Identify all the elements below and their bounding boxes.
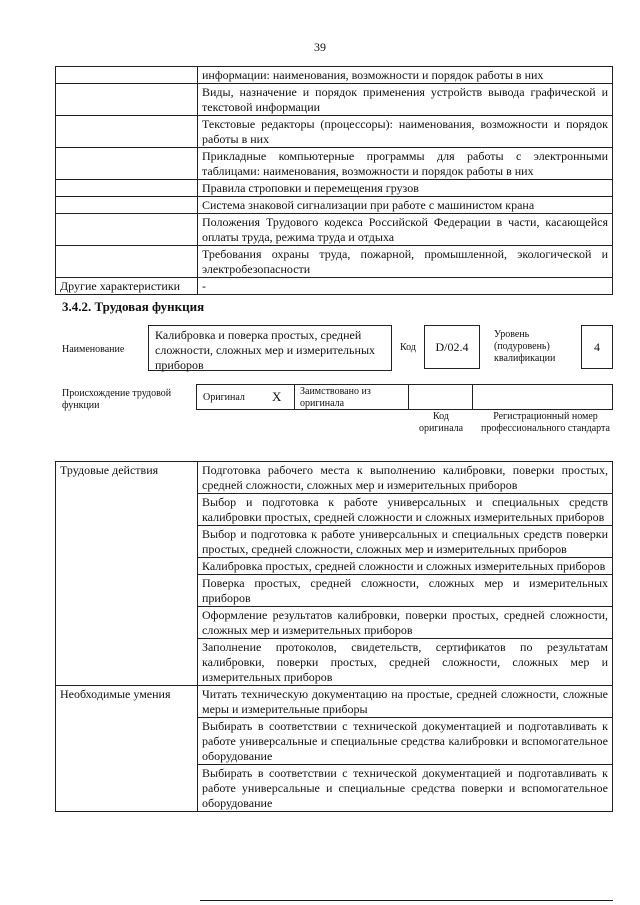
- code-label: Код: [400, 342, 416, 353]
- table-row: [56, 116, 613, 148]
- table-row: [56, 148, 613, 180]
- row-label: [56, 246, 198, 278]
- group-item: Подготовка рабочего места к выполнению калибровки, поверки простых, средней сложности, сложных мер и измерительных приборов: [198, 462, 613, 494]
- table-row: [56, 214, 613, 246]
- group-item: Выбирать в соответствии с технической документацией и подготавливать к работе универсальные и специальные средства поверки и вспомогательное оборудование: [198, 765, 613, 812]
- table-row: [56, 67, 613, 84]
- code-box: [424, 325, 480, 369]
- original-label: Оригинал: [203, 392, 245, 403]
- group-label: Трудовые действия: [56, 462, 198, 686]
- row-label: [56, 197, 198, 214]
- origin-divider-3: [472, 384, 473, 410]
- row-text: Требования охраны труда, пожарной, промышленной, экологической и электробезопасности: [198, 246, 613, 278]
- section-title: 3.4.2. Трудовая функция: [62, 299, 205, 314]
- row-label: [56, 84, 198, 116]
- level-box: [581, 325, 613, 369]
- group-item: Выбор и подготовка к работе универсальных и специальных средств калибровки простых, средней сложности и сложных измерительных приборов: [198, 494, 613, 526]
- table-row: [56, 246, 613, 278]
- row-text: Виды, назначение и порядок применения устройств вывода графической и текстовой информации: [198, 84, 613, 116]
- row-text: Правила строповки и перемещения грузов: [198, 180, 613, 197]
- table-row: [56, 686, 613, 718]
- origin-divider-2: [408, 384, 409, 410]
- table-row: [56, 84, 613, 116]
- knowledge-table: [55, 66, 613, 295]
- reg-number-caption: Регистрационный номер профессионального стандарта: [481, 411, 610, 434]
- table-row: [56, 180, 613, 197]
- bottom-rule: [200, 900, 613, 901]
- original-mark: X: [272, 389, 282, 404]
- row-label: Другие характеристики: [56, 278, 198, 295]
- level-value: 4: [594, 339, 600, 354]
- code-original-caption: Код оригинала: [418, 411, 464, 434]
- page-number: 39: [314, 40, 326, 54]
- row-text: информации: наименования, возможности и порядок работы в них: [198, 67, 613, 84]
- code-value: D/02.4: [435, 339, 469, 354]
- function-name-value: Калибровка и поверка простых, средней сложности, сложных мер и измерительных приборов: [155, 328, 376, 372]
- group-item: Калибровка простых, средней сложности и сложных измерительных приборов: [198, 558, 613, 575]
- origin-label: Происхождение трудовой функции: [62, 388, 172, 411]
- level-label: Уровень (подуровень) квалификации: [494, 329, 556, 364]
- row-label: [56, 180, 198, 197]
- labor-actions-table: [55, 461, 613, 812]
- origin-divider-1: [294, 384, 295, 410]
- borrowed-label: Заимствовано из оригинала: [300, 386, 371, 409]
- group-item: Заполнение протоколов, свидетельств, сертификатов по результатам калибровки, поверки простых, средней сложности, сложных мер и измерительных приборов: [198, 639, 613, 686]
- table-row: [56, 462, 613, 494]
- row-label: [56, 116, 198, 148]
- origin-row: [196, 384, 613, 410]
- group-item: Поверка простых, средней сложности, сложных мер и измерительных приборов: [198, 575, 613, 607]
- row-text: Прикладные компьютерные программы для работы с электронными таблицами: наименования, возможности и порядок работы в них: [198, 148, 613, 180]
- row-text: Положения Трудового кодекса Российской Федерации в части, касающейся оплаты труда, режима труда и отдыха: [198, 214, 613, 246]
- row-label: [56, 148, 198, 180]
- row-label: [56, 214, 198, 246]
- group-item: Оформление результатов калибровки, поверки простых, средней сложности, сложных мер и измерительных приборов: [198, 607, 613, 639]
- name-label: Наименование: [62, 344, 125, 355]
- group-label: Необходимые умения: [56, 686, 198, 812]
- row-text: -: [198, 278, 613, 295]
- table-row: [56, 197, 613, 214]
- table-row: [56, 278, 613, 295]
- row-text: Текстовые редакторы (процессоры): наименования, возможности и порядок работы в них: [198, 116, 613, 148]
- group-item: Выбирать в соответствии с технической документацией и подготавливать к работе универсальные и специальные средства калибровки и вспомогательное оборудование: [198, 718, 613, 765]
- function-name-box: [148, 325, 392, 371]
- group-item: Читать техническую документацию на простые, средней сложности, сложные меры и измерительные приборы: [198, 686, 613, 718]
- group-item: Выбор и подготовка к работе универсальных и специальных средств поверки простых, средней сложности, сложных мер и измерительных приборов: [198, 526, 613, 558]
- row-text: Система знаковой сигнализации при работе с машинистом крана: [198, 197, 613, 214]
- row-label: [56, 67, 198, 84]
